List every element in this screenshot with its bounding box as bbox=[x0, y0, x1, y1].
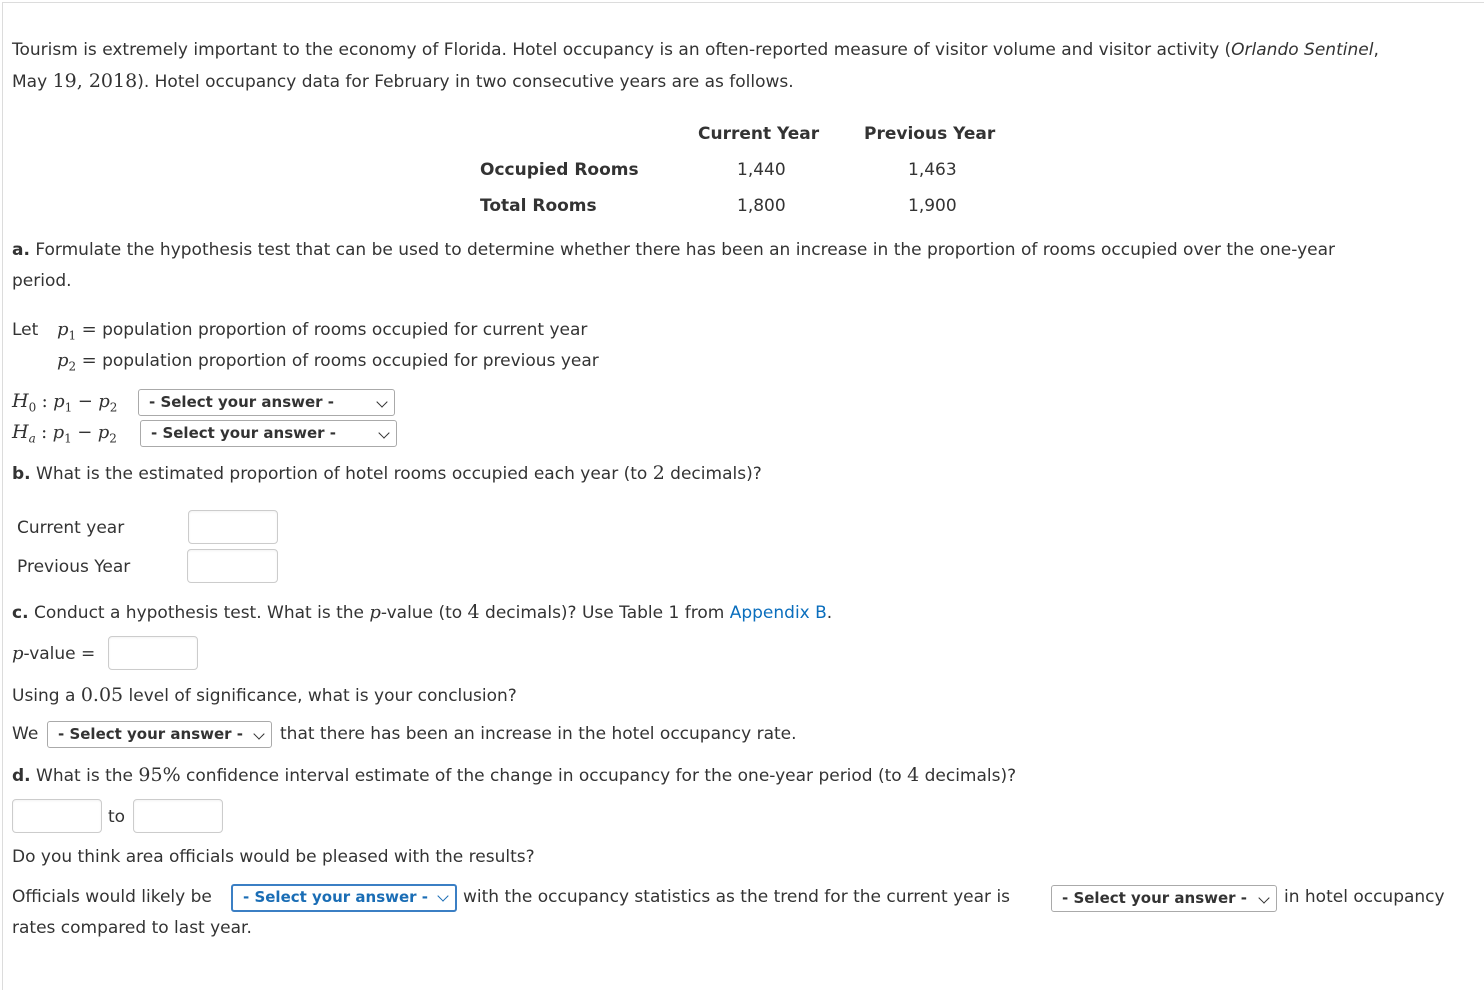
chevron-down-icon bbox=[253, 728, 264, 739]
officials-select-label: - Select your answer - bbox=[243, 888, 429, 906]
table-cell: 1,463 bbox=[908, 160, 957, 180]
part-c-text-end: . bbox=[826, 603, 833, 623]
part-c-question bbox=[12, 601, 832, 623]
officials-suffix: in hotel occupancy bbox=[1284, 887, 1445, 907]
p1-subscript: 1 bbox=[68, 328, 77, 343]
intro-line-2 bbox=[12, 70, 794, 92]
table-row-label: Occupied Rooms bbox=[480, 160, 639, 180]
part-a-question-line-1 bbox=[12, 240, 1335, 260]
intro-month: May bbox=[12, 72, 53, 92]
part-d-text-mid: confidence interval estimate of the change in occupancy for the one-year period (to bbox=[180, 766, 908, 786]
table-cell: 1,900 bbox=[908, 196, 957, 216]
intro-punct: , bbox=[1373, 40, 1379, 60]
current-year-label: Current year bbox=[17, 518, 125, 538]
h0-select-label: - Select your answer - bbox=[149, 393, 335, 411]
p1-symbol: p bbox=[57, 319, 69, 340]
part-d-decimals: 4 bbox=[907, 764, 920, 786]
p2-subscript: 2 bbox=[68, 359, 77, 374]
table-header-current: Current Year bbox=[698, 124, 820, 144]
part-d-question bbox=[12, 764, 1016, 786]
pvalue-label bbox=[12, 643, 95, 664]
previous-year-input[interactable] bbox=[187, 549, 278, 583]
officials-mid: with the occupancy statistics as the trend for the current year is bbox=[463, 887, 1011, 907]
p1-subscript: 1 bbox=[64, 431, 72, 446]
part-b-text-end: decimals)? bbox=[664, 464, 762, 484]
part-b-decimals: 2 bbox=[652, 462, 665, 484]
part-c-decimals: 4 bbox=[467, 601, 480, 623]
p-symbol: p bbox=[369, 602, 381, 623]
ci-upper-input[interactable] bbox=[133, 799, 223, 833]
colon: : bbox=[41, 391, 48, 412]
part-c-text: Conduct a hypothesis test. What is the bbox=[33, 603, 370, 623]
significance-text: Using a bbox=[12, 686, 81, 706]
intro-day: 19 bbox=[52, 70, 77, 92]
chevron-down-icon bbox=[378, 427, 389, 438]
significance-question bbox=[12, 684, 517, 706]
intro-rest: ). Hotel occupancy data for February in two consecutive years are as follows. bbox=[137, 72, 794, 92]
intro-line-1 bbox=[12, 40, 1379, 60]
pvalue-input[interactable] bbox=[108, 636, 198, 670]
previous-year-label: Previous Year bbox=[17, 557, 131, 577]
table-cell: 1,800 bbox=[737, 196, 786, 216]
chevron-down-icon bbox=[1258, 892, 1269, 903]
confidence-level: 95% bbox=[138, 764, 181, 786]
content-frame bbox=[2, 2, 1484, 990]
chevron-down-icon bbox=[376, 396, 387, 407]
part-d-text: What is the bbox=[36, 766, 139, 786]
p2-text: population proportion of rooms occupied for previous year bbox=[102, 351, 599, 371]
part-b-question bbox=[12, 462, 762, 484]
appendix-b-link[interactable]: Appendix B bbox=[729, 603, 827, 623]
part-a-text: Formulate the hypothesis test that can be used to determine whether there has been an increase in the proportion of rooms occupied over the one-year bbox=[35, 240, 1336, 260]
intro-year: 2018 bbox=[88, 70, 138, 92]
part-a-question-line-2: period. bbox=[12, 271, 72, 291]
part-c-text-mid2: decimals)? Use Table 1 from bbox=[479, 603, 730, 623]
let-label: Let bbox=[12, 320, 39, 340]
p-symbol: p bbox=[12, 643, 24, 664]
h0-symbol: H bbox=[12, 390, 29, 412]
h0-subscript: 0 bbox=[28, 400, 37, 415]
minus-sign: − bbox=[77, 422, 93, 443]
table-row-label: Total Rooms bbox=[480, 196, 597, 216]
officials-prefix: Officials would likely be bbox=[12, 887, 212, 907]
part-a-letter: a. bbox=[12, 240, 30, 260]
p1-symbol: p bbox=[53, 391, 65, 412]
h0-expression bbox=[12, 390, 117, 414]
part-d-text-end: decimals)? bbox=[919, 766, 1017, 786]
ha-expression bbox=[12, 421, 117, 445]
officials-select[interactable] bbox=[231, 884, 457, 912]
intro-text: Tourism is extremely important to the economy of Florida. Hotel occupancy is an often-reported measure of visitor volume and visitor activity ( bbox=[12, 40, 1232, 60]
p2-symbol: p bbox=[97, 422, 110, 443]
ha-symbol: H bbox=[12, 421, 29, 443]
p2-definition bbox=[57, 350, 599, 373]
intro-comma: , bbox=[76, 70, 89, 92]
minus-sign: − bbox=[77, 391, 93, 412]
p1-text: population proportion of rooms occupied for current year bbox=[102, 320, 588, 340]
p1-definition bbox=[57, 319, 587, 342]
ci-lower-input[interactable] bbox=[12, 799, 102, 833]
ha-select-label: - Select your answer - bbox=[151, 424, 337, 442]
chevron-down-icon bbox=[437, 890, 448, 901]
part-d-letter: d. bbox=[12, 766, 31, 786]
table-cell: 1,440 bbox=[737, 160, 786, 180]
p2-subscript: 2 bbox=[109, 431, 117, 446]
significance-value: 0.05 bbox=[80, 684, 124, 706]
pvalue-label-text: -value = bbox=[23, 644, 96, 664]
p1-subscript: 1 bbox=[64, 400, 73, 415]
trend-select[interactable] bbox=[1051, 885, 1277, 912]
p1-symbol: p bbox=[52, 422, 65, 443]
ci-to-label: to bbox=[108, 807, 126, 827]
conclusion-select[interactable] bbox=[47, 721, 272, 748]
part-b-letter: b. bbox=[12, 464, 31, 484]
trend-select-label: - Select your answer - bbox=[1062, 889, 1248, 907]
p2-subscript: 2 bbox=[109, 400, 118, 415]
part-c-text-mid: -value (to bbox=[380, 603, 468, 623]
conclusion-select-label: - Select your answer - bbox=[58, 725, 244, 743]
conclusion-text: that there has been an increase in the hotel occupancy rate. bbox=[280, 724, 797, 744]
ha-subscript: a bbox=[28, 431, 36, 446]
we-label: We bbox=[12, 724, 39, 744]
pleased-question: Do you think area officials would be pleased with the results? bbox=[12, 847, 535, 867]
equals-sign: = bbox=[81, 319, 97, 340]
significance-text-end: level of significance, what is your conclusion? bbox=[123, 686, 517, 706]
p2-symbol: p bbox=[98, 391, 110, 412]
colon: : bbox=[41, 422, 48, 443]
p2-symbol: p bbox=[57, 350, 69, 371]
part-b-text: What is the estimated proportion of hotel rooms occupied each year (to bbox=[36, 464, 653, 484]
officials-line-2: rates compared to last year. bbox=[12, 918, 252, 938]
table-header-previous: Previous Year bbox=[864, 124, 996, 144]
equals-sign: = bbox=[81, 350, 97, 371]
intro-source: Orlando Sentinel bbox=[1231, 40, 1374, 60]
h0-relation-select[interactable] bbox=[138, 389, 395, 416]
part-c-letter: c. bbox=[12, 603, 29, 623]
ha-relation-select[interactable] bbox=[140, 420, 397, 447]
current-year-input[interactable] bbox=[188, 510, 278, 544]
